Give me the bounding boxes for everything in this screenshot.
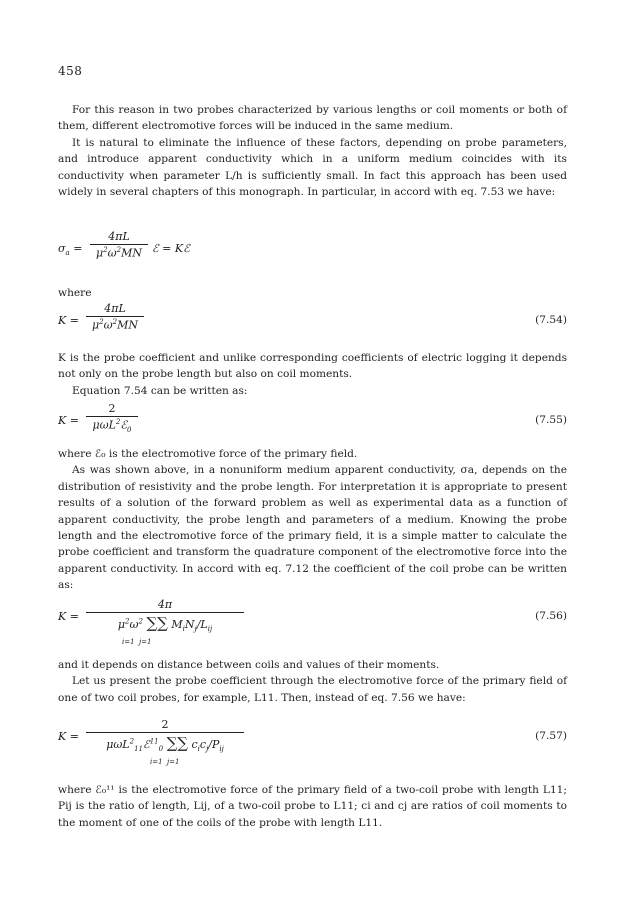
paragraph-3: K is the probe coefficient and unlike corresponding coefficients of electric logging it depends not only on the probe length but also on coil moments. Equation 7.54 can be written as:	[58, 352, 567, 397]
paragraph-9: where ℰ₀¹¹ is the electromotive force of the primary field of a two-coil probe with length L11; Pij is the ratio of length, Lij, of a two-coil probe to L11; ci and cj are ratios of coil moments to the moment of one of the coils of the probe with length L11.	[58, 784, 567, 829]
equation-sigma-a: $\sigma_a$ = 4πL $\mu^2\omega^2MN$ ℰ = Kℰ	[58, 230, 190, 260]
equation-7-57: K = 2 μωL$^2_{11}$ℰ$^{11}_0$ ∑∑ $c_ic_j/P_{ij}$ i=1 j=1 (7.57)	[58, 718, 567, 766]
paragraph-7: and it depends on distance between coils and values of their moments. Let us present the probe coefficient through the electromotive force of the primary field of one of two coil probes, for example, L11. Then, instead of eq. 7.56 we have:	[58, 659, 567, 704]
where-1: where	[58, 287, 92, 299]
paragraph-5: where ℰ₀ is the electromotive force of the primary field. As was shown above, in a nonuniform medium apparent conductivity, σa, depends on the distribution of resistivity and the probe length. For interpretation it is appropriate to present results of a solution of the forward problem as well as experimental data as a function of apparent conductivity, the probe length and parameters of a medium. Knowing the probe length and the electromotive force of the primary field, it is a simple matter to calculate the probe coefficient and transform the quadrature component of the electromotive force into the apparent conductivity. In accord with eq. 7.12 the coefficient of the coil probe can be written as:	[58, 448, 567, 592]
paragraph-1: For this reason in two probes characterized by various lengths or coil moments or both of them, different electromotive forces will be induced in the same medium. It is natural to eliminate the influence of these factors, depending on probe parameters, and introduce apparent conductivity which in a uniform medium coincides with its conductivity when parameter L/h is sufficiently small. In fact this approach has been used widely in several chapters of this monograph. In particular, in accord with eq. 7.53 we have:	[58, 104, 567, 199]
equation-7-54: K = 4πL $\mu^2\omega^2MN$ (7.54)	[58, 302, 567, 332]
page-number: 458	[58, 64, 83, 78]
equation-7-56: K = 4π $\mu^2\omega^2$ ∑∑ $M_iN_j/L_{ij}$ i=1 j=1 (7.56)	[58, 598, 567, 646]
equation-7-55: K = 2 μωL$^2$ℰ$_0$ (7.55)	[58, 402, 567, 434]
